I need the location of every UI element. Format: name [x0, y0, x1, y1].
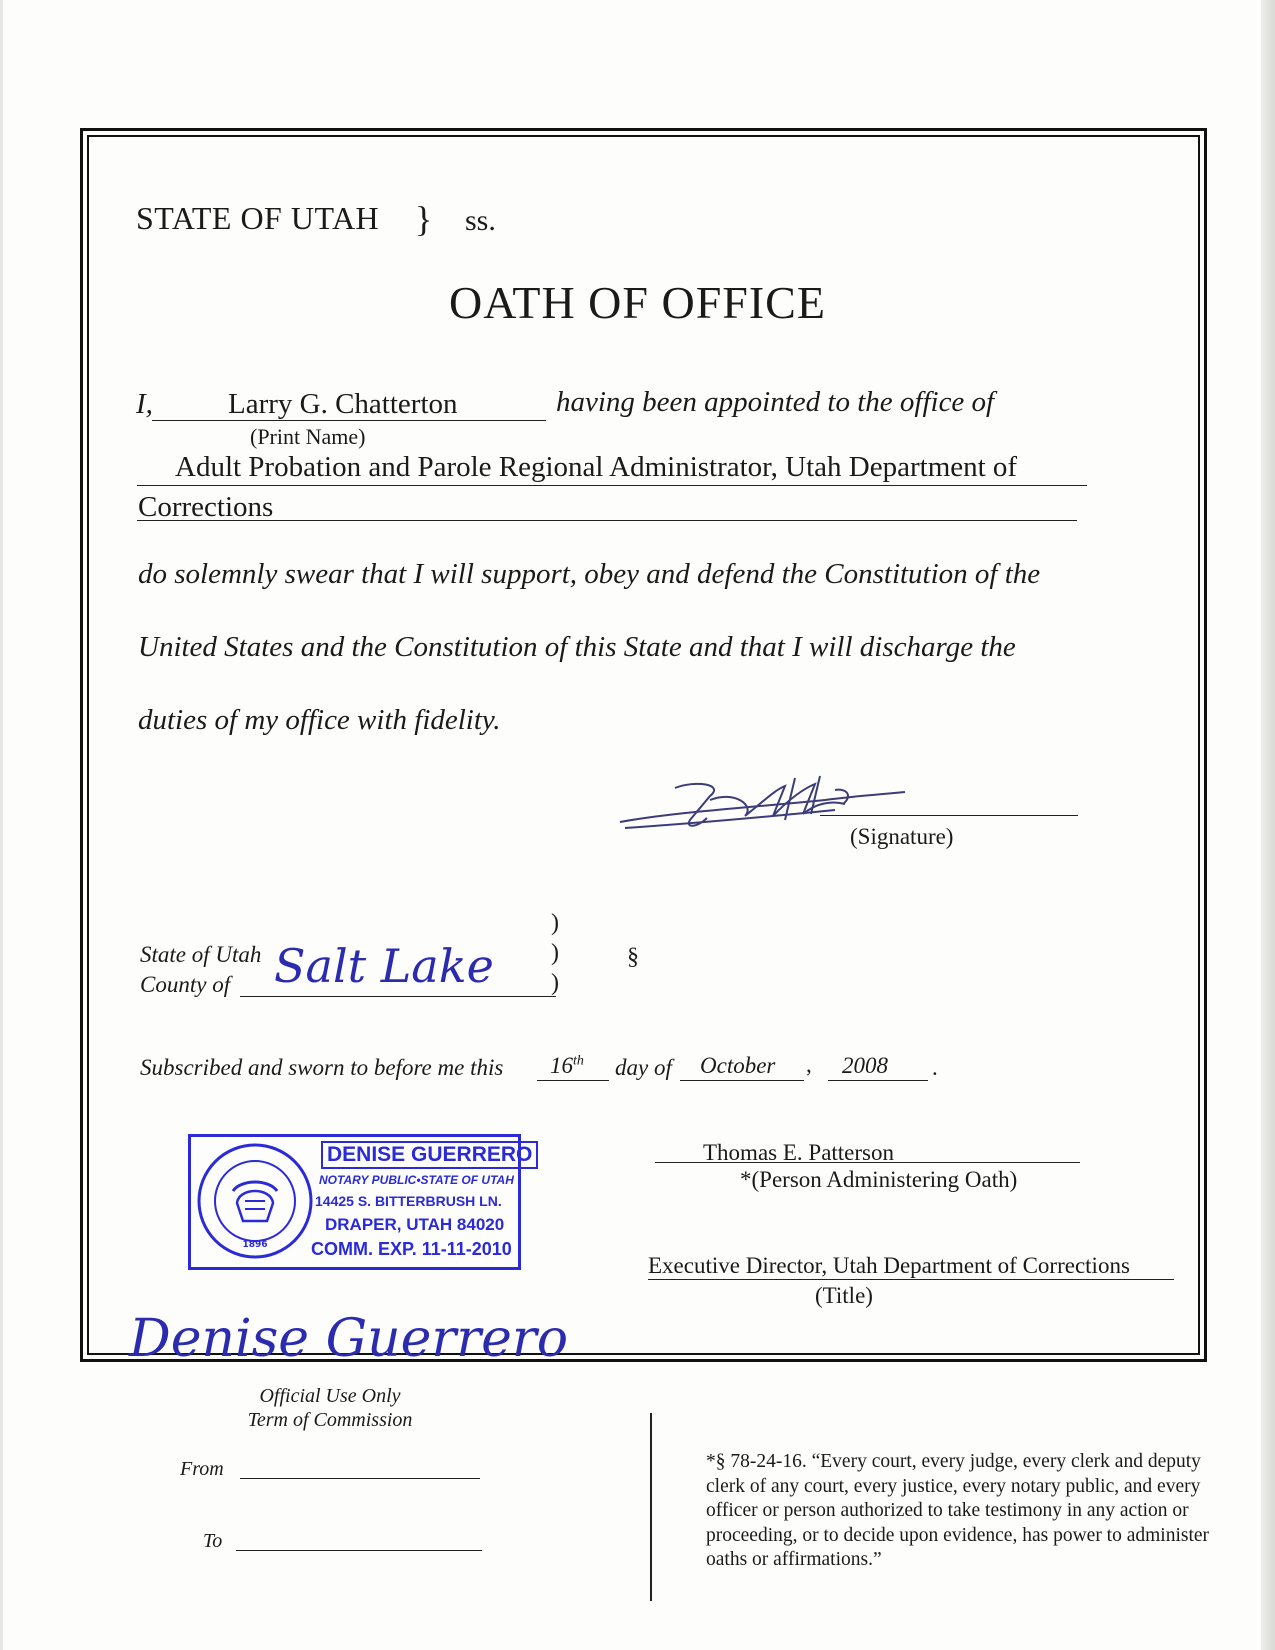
footer-divider: [650, 1413, 652, 1601]
oath-text-line-2: United States and the Constitution of this State and that I will discharge the: [138, 631, 1016, 663]
signature-caption: (Signature): [850, 824, 954, 849]
state-heading: STATE OF UTAH: [136, 200, 380, 236]
administrator-caption: *(Person Administering Oath): [740, 1167, 1018, 1192]
term-of-commission-heading: Term of Commission: [247, 1409, 413, 1431]
jurat-period: .: [932, 1055, 938, 1080]
office-title-line-1: Adult Probation and Parole Regional Administrator, Utah Department of: [175, 451, 1018, 483]
jurat-day: 16th: [550, 1053, 584, 1078]
venue-brace: }: [415, 199, 433, 239]
notary-stamp: [188, 1134, 533, 1270]
appointment-phrase: having been appointed to the office of: [556, 386, 995, 418]
oath-text-line-3: duties of my office with fidelity.: [138, 704, 501, 736]
appointee-name: Larry G. Chatterton: [228, 388, 458, 420]
notary-stamp-city: DRAPER, UTAH 84020: [325, 1215, 505, 1234]
svg-text:1896: 1896: [242, 1240, 268, 1250]
jurat-text: Subscribed and sworn to before me this: [140, 1055, 504, 1080]
ordinal-suffix: th: [573, 1053, 584, 1069]
scilicet-abbreviation: ss.: [465, 204, 496, 237]
venue-paren-2: ): [551, 940, 559, 966]
notary-signature: [125, 1298, 569, 1378]
section-symbol: §: [627, 944, 639, 970]
jurat-comma: ,: [806, 1052, 812, 1077]
venue-paren-3: ): [551, 970, 559, 996]
document-title: OATH OF OFFICE: [449, 277, 826, 328]
jurat-year: 2008: [842, 1053, 888, 1078]
notary-stamp-address: 14425 S. BITTERBRUSH LN.: [315, 1193, 502, 1209]
oath-prefix: I,: [136, 388, 153, 420]
title-caption: (Title): [815, 1283, 873, 1308]
from-label: From: [180, 1458, 224, 1480]
notary-stamp-title: NOTARY PUBLIC•STATE OF UTAH: [319, 1173, 514, 1187]
signature-line: [820, 815, 1078, 816]
oath-text-line-1: do solemnly swear that I will support, obey and defend the Constitution of the: [138, 558, 1041, 590]
title-underline: [648, 1279, 1174, 1280]
official-use-heading: Official Use Only: [259, 1385, 401, 1407]
office-title-line-2: Corrections: [138, 491, 274, 523]
venue-county-label: County of: [140, 972, 231, 997]
from-field-line: [240, 1478, 480, 1479]
page-right-edge: [1261, 0, 1275, 1650]
to-label: To: [203, 1530, 223, 1552]
svg-text:Salt Lake: Salt Lake: [274, 939, 494, 993]
year-underline: [828, 1080, 928, 1081]
print-name-caption: (Print Name): [250, 424, 366, 449]
month-underline: [680, 1080, 804, 1081]
jurat-day-of: day of: [615, 1055, 672, 1080]
state-seal-icon: [195, 1141, 315, 1261]
administrator-title: Executive Director, Utah Department of Corrections: [648, 1253, 1130, 1278]
venue-paren-1: ): [551, 910, 559, 936]
jurat-month: October: [700, 1053, 776, 1078]
day-underline: [537, 1080, 609, 1081]
to-field-line: [236, 1550, 482, 1551]
notary-stamp-name: DENISE GUERRERO: [321, 1141, 538, 1169]
svg-text:Denise Guerrero: Denise Guerrero: [129, 1309, 569, 1369]
county-handwritten: [270, 932, 520, 998]
venue-state-label: State of Utah: [140, 942, 262, 967]
statute-note: *§ 78-24-16. “Every court, every judge, every clerk and deputy clerk of any court, every justice, every notary public, and every officer or person authorized to take testimony in any action or proceeding, or to decide upon evidence, has power to administer oaths or affirmations.”: [706, 1451, 1210, 1570]
notary-stamp-expiry: COMM. EXP. 11-11-2010: [311, 1239, 512, 1259]
office-underline-2: [137, 520, 1077, 521]
administrator-name: Thomas E. Patterson: [703, 1140, 894, 1165]
office-underline-1: [137, 485, 1087, 486]
